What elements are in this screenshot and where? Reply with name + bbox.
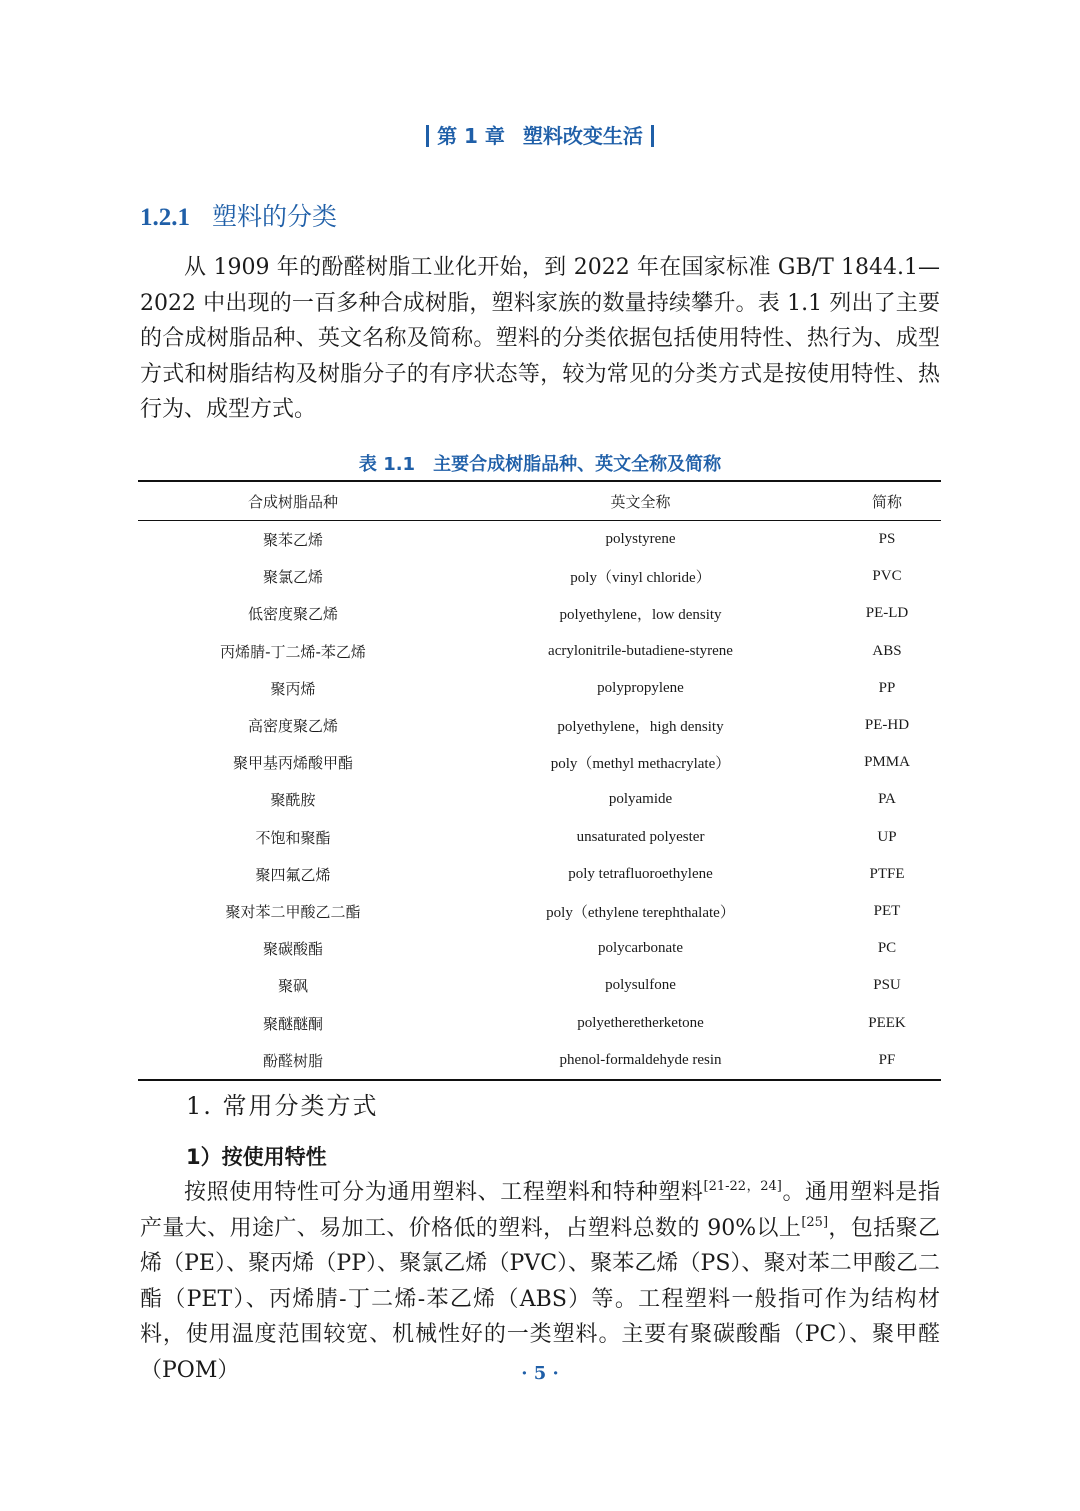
resin-table bbox=[138, 480, 941, 1081]
english-name: poly（vinyl chloride） bbox=[570, 570, 711, 587]
table-caption bbox=[0, 450, 1080, 476]
abbreviation: PTFE bbox=[869, 865, 905, 882]
table-row bbox=[138, 595, 941, 632]
table-row bbox=[138, 856, 941, 893]
table-row bbox=[138, 893, 941, 930]
abbreviation: UP bbox=[877, 828, 897, 845]
page-number: · 5 · bbox=[521, 1363, 559, 1384]
english-name: acrylonitrile-butadiene-styrene bbox=[548, 642, 733, 659]
resin-name: 聚酰胺 bbox=[270, 791, 316, 810]
running-header bbox=[0, 120, 1080, 149]
para-text: ，包括聚乙烯（PE）、聚丙烯（PP）、聚氯乙烯（PVC）、聚苯乙烯（PS）、聚对苯二甲酸乙二酯（PET）、丙烯腈-丁二烯-苯乙烯（ABS）等。工程塑料一般指可作为结构材料，使用温度范围较宽、机械性好的一类塑料。主要有聚碳酸酯（PC）、聚甲醛（POM） bbox=[140, 1215, 940, 1383]
table-row bbox=[138, 744, 941, 781]
abbreviation: PMMA bbox=[864, 754, 910, 771]
table-row bbox=[138, 633, 941, 670]
table-row bbox=[138, 558, 941, 595]
english-name: polypropylene bbox=[597, 679, 684, 696]
english-name: polyethylene，high density bbox=[557, 719, 724, 736]
header-bar-left bbox=[426, 125, 429, 147]
resin-name: 聚甲基丙烯酸甲酯 bbox=[232, 754, 353, 773]
abbreviation: PE-LD bbox=[865, 605, 909, 622]
subsection-heading: 1. 常用分类方式 bbox=[186, 1092, 379, 1120]
english-name: polyamide bbox=[608, 791, 673, 808]
resin-name: 聚醚醚酮 bbox=[262, 1014, 323, 1033]
table-row bbox=[138, 930, 941, 967]
table-caption-label: 表 1.1 bbox=[358, 454, 416, 475]
english-name: unsaturated polyester bbox=[576, 828, 705, 845]
abbreviation: PF bbox=[878, 1051, 896, 1068]
english-name: poly（ethylene terephthalate） bbox=[546, 904, 735, 921]
english-name: polystyrene bbox=[605, 531, 676, 548]
table-row bbox=[138, 1042, 941, 1080]
abbreviation: PP bbox=[878, 679, 896, 696]
abbreviation: PET bbox=[873, 902, 901, 919]
section-heading bbox=[140, 197, 337, 233]
table-caption-text: 主要合成树脂品种、英文全称及简称 bbox=[433, 454, 722, 475]
english-name: poly tetrafluoroethylene bbox=[568, 865, 713, 882]
table-header-cell: 合成树脂品种 bbox=[138, 481, 448, 521]
table-header-row bbox=[138, 481, 941, 521]
intro-paragraph: 从 1909 年的酚醛树脂工业化开始，到 2022 年在国家标准 GB/T 1844.1—2022 中出现的一百多种合成树脂，塑料家族的数量持续攀升。表 1.1 列出了主要的合成树脂品种、英文名称及简称。塑料的分类依据包括使用特性、热行为、成型方式和树脂结构及树脂分子的有序状态等，较为常见的分类方式是按使用特性、热行为、成型方式。 bbox=[140, 255, 940, 422]
abbreviation: PC bbox=[877, 940, 897, 957]
resin-name: 聚苯乙烯 bbox=[262, 531, 323, 550]
english-name: polyethylene，low density bbox=[559, 607, 722, 624]
header-title: 塑料改变生活 bbox=[522, 124, 643, 148]
resin-name: 聚丙烯 bbox=[270, 679, 316, 698]
subsubsection-heading: 1）按使用特性 bbox=[186, 1145, 327, 1169]
table-row bbox=[138, 819, 941, 856]
resin-name: 聚砜 bbox=[277, 977, 308, 996]
table-row bbox=[138, 670, 941, 707]
header-bar-right bbox=[651, 125, 654, 147]
english-name: polycarbonate bbox=[598, 940, 683, 957]
section-number: 1.2.1 bbox=[140, 204, 190, 231]
header-chapter: 第 1 章 bbox=[437, 124, 505, 148]
body-paragraph bbox=[140, 1175, 940, 1388]
abbreviation: PEEK bbox=[868, 1014, 906, 1031]
abbreviation: PE-HD bbox=[864, 717, 910, 734]
table-row bbox=[138, 707, 941, 744]
table-row bbox=[138, 1004, 941, 1041]
english-name: polyetheretherketone bbox=[577, 1014, 704, 1031]
table-row bbox=[138, 967, 941, 1004]
para-text: 按照使用特性可分为通用塑料、工程塑料和特种塑料 bbox=[184, 1180, 704, 1205]
english-name: polysulfone bbox=[605, 977, 676, 994]
resin-name: 丙烯腈-丁二烯-苯乙烯 bbox=[220, 642, 366, 661]
resin-name: 聚四氟乙烯 bbox=[255, 865, 331, 884]
abbreviation: PS bbox=[878, 531, 896, 548]
citation: [21-22，24] bbox=[703, 1179, 782, 1194]
section-title: 塑料的分类 bbox=[212, 202, 338, 231]
resin-name: 不饱和聚酯 bbox=[255, 828, 331, 847]
table-row bbox=[138, 521, 941, 559]
para-text: 。通用塑料是指产量大、用途广、易加工、价格低的塑料，占塑料总数的 90%以上 bbox=[140, 1180, 940, 1241]
table-header-cell: 简称 bbox=[833, 481, 941, 521]
table-header-cell: 英文全称 bbox=[448, 481, 833, 521]
abbreviation: ABS bbox=[872, 642, 902, 659]
resin-name: 低密度聚乙烯 bbox=[247, 605, 338, 624]
resin-name: 高密度聚乙烯 bbox=[247, 717, 338, 736]
resin-name: 聚对苯二甲酸乙二酯 bbox=[225, 902, 361, 921]
resin-name: 聚碳酸酯 bbox=[262, 940, 323, 959]
resin-name: 聚氯乙烯 bbox=[262, 568, 323, 587]
english-name: phenol-formaldehyde resin bbox=[559, 1051, 722, 1068]
abbreviation: PVC bbox=[872, 568, 902, 585]
abbreviation: PSU bbox=[873, 977, 901, 994]
english-name: poly（methyl methacrylate） bbox=[550, 756, 731, 773]
resin-name: 酚醛树脂 bbox=[262, 1051, 323, 1070]
table-row bbox=[138, 781, 941, 818]
abbreviation: PA bbox=[878, 791, 896, 808]
citation: [25] bbox=[801, 1214, 829, 1230]
